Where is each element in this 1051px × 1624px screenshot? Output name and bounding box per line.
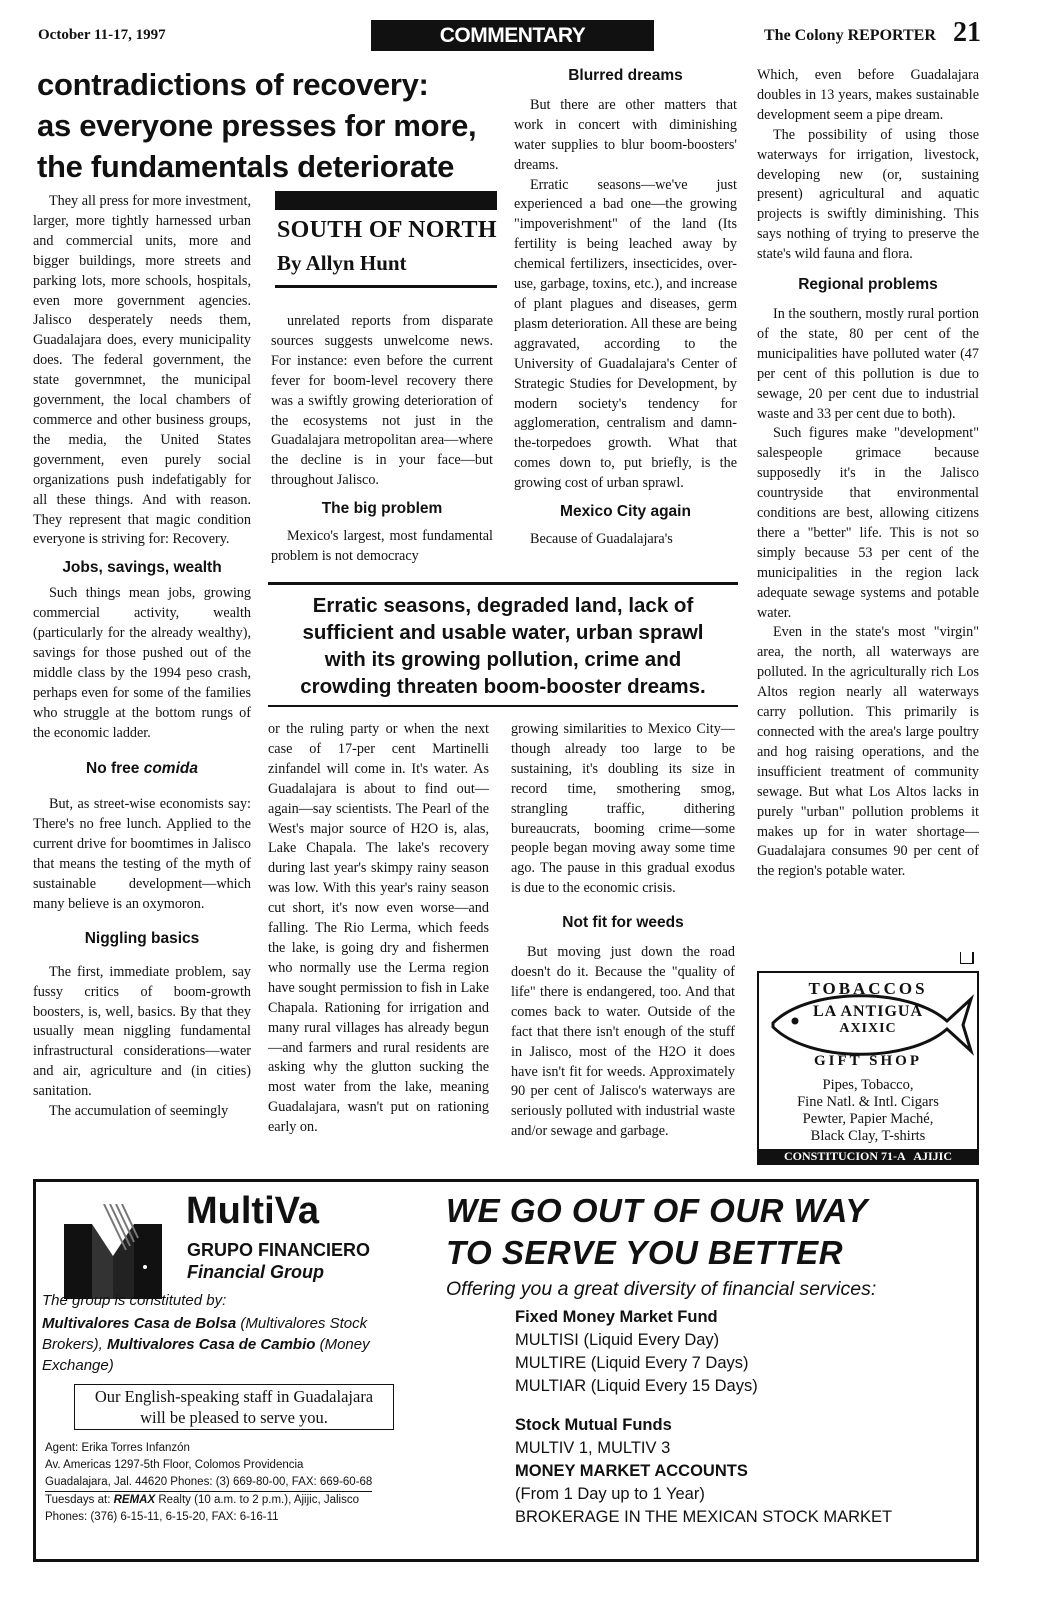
- paragraph: The possibility of using those waterways for irrigation, livestock, developing new (or, sustaining present) agricultural and aquatic projects is swiftly diminishing. This says nothing of trying to preserve the state's wild fauna and flora.: [757, 126, 979, 263]
- byline-bottom-rule: [275, 285, 497, 288]
- issue-date: October 11-17, 1997: [38, 27, 166, 43]
- pullquote-line: crowding threaten boom-booster dreams.: [300, 675, 706, 698]
- member-translation: (Multivalores Stock Brokers),: [42, 1315, 368, 1353]
- end-mark-icon: [960, 952, 974, 964]
- paragraph: In the southern, mostly rural portion of the state, 80 per cent of the municipalities have polluted water (47 per cent of this pollution is due to sewage, 20 per cent due to industrial waste and 33 per cent due to both).: [757, 305, 979, 422]
- paragraph: They all press for more investment, larger, more tightly harnessed urban and commercial units, more and bigger buildings, more streets and parking lots, more schools, hospitals, even more government agencies. Jalisco desperately needs them, Guadalajara does, every municipality does. The federal government, the state governmnet, the municipal government, the local chambers of commerce and other business groups, the media, the United States government, even purely social organizations push indefatigably for all these things. And with reason. They represent that magic condition everyone is striving for: Recovery.: [33, 193, 251, 548]
- member-translation: (Money Exchange): [42, 1336, 370, 1374]
- slogan: [446, 1190, 868, 1274]
- services-list: [515, 1306, 892, 1529]
- multiva-subtitle: GRUPO FINANCIERO: [187, 1240, 371, 1260]
- pullquote: [268, 592, 738, 700]
- page-number: 21: [953, 17, 981, 48]
- byline-top-bar: [275, 191, 497, 210]
- service-item: MULTIAR (Liquid Every 15 Days): [515, 1377, 758, 1395]
- paper-name: The Colony REPORTER: [764, 27, 936, 44]
- subhead: Niggling basics: [84, 929, 200, 947]
- shop-gift-text: GIFT SHOP: [814, 1053, 922, 1069]
- subhead: Mexico City again: [560, 503, 691, 521]
- service-item: (From 1 Day up to 1 Year): [515, 1485, 705, 1503]
- multiva-logo-icon: [64, 1204, 164, 1299]
- agent-line: Av. Americas 1297-5th Floor, Colomos Providencia: [45, 1459, 304, 1471]
- group-intro: The group is constituted by:: [42, 1292, 227, 1309]
- agent-line: Guadalajara, Jal. 44620 Phones: (3) 669-80-00, FAX: 669-60-68: [45, 1474, 372, 1492]
- article-column-2-top: [271, 312, 493, 567]
- agent-text: Realty (10 a.m. to 2 p.m.), Ajijic, Jalisco: [155, 1494, 360, 1506]
- agent-info: [45, 1440, 445, 1526]
- member-name: Multivalores Casa de Bolsa: [42, 1315, 237, 1332]
- pullquote-line: sufficient and usable water, urban sprawl: [302, 621, 704, 644]
- multiva-subtitle-en: Financial Group: [187, 1262, 325, 1282]
- headline: [37, 64, 507, 187]
- shop-arc-text: TOBACCOS: [808, 979, 928, 998]
- paragraph: Such figures make "development" salespeople grimace because supposedly it's in the Jalisco countryside that environmental conditions are best, allowing citizens there a "better" life. This is not so simply because 53 per cent of the municipalities in the region lack adequate sewage systems and potable water.: [757, 425, 979, 621]
- section-banner: COMMENTARY: [371, 20, 654, 51]
- group-members: [42, 1313, 412, 1376]
- agent-line: Phones: (376) 6-15-11, 6-15-20, FAX: 6-16-11: [45, 1511, 279, 1523]
- subhead-text: No free: [86, 760, 144, 778]
- paragraph: Erratic seasons—we've just experienced a bad one—the growing "impoverishment" of the land (Its fertility is being leached away by chemical fertilizers, insecticides, over-use, garbage, toxins, etc.), and increase of plant plagues and diseases, germ plasm deterioration. All these are being aggravated, according to the University of Guadalajara's Center of Strategic Studies for Development, by modern society's tendency for agglomeration, centralism and damn-the-torpedoes growth. What that comes down to, put briefly, is the growing cost of urban sprawl.: [514, 176, 737, 492]
- multiva-ad: [33, 1179, 979, 1562]
- staff-line: will be pleased to serve you.: [140, 1408, 328, 1427]
- subhead-italic: comida: [143, 760, 198, 778]
- shop-ad: [757, 971, 979, 1165]
- paragraph: Even in the state's most "virgin" area, the north, all waterways are polluted. In the agriculturally rich Los Altos region nearly all waterways carry pollution. This primarily is connected with the area's large poultry and hog raising operations, and the insufficient treatment of community sewage. But what Los Altos lacks in purely "urban" pollution problems it makes up for in water shortage—Guadalajara consumes 90 per cent of the region's potable water.: [757, 624, 979, 880]
- service-item: MULTIV 1, MULTIV 3: [515, 1439, 671, 1457]
- shop-product-line: Pewter, Papier Maché,: [802, 1111, 934, 1127]
- agent-text: Tuesdays at:: [45, 1494, 114, 1506]
- article-column-4: [757, 66, 979, 882]
- subhead: Regional problems: [798, 276, 938, 294]
- paragraph: But there are other matters that work in concert with diminishing water supplies to blur boom-boosters' dreams.: [514, 96, 737, 173]
- paragraph: But, as street-wise economists say: There's no free lunch. Applied to the current drive for boomtimes in Jalisco that means the testing of the myth of sustainable development—which many believe is an oxymoron.: [33, 796, 251, 912]
- service-heading: Stock Mutual Funds: [515, 1416, 672, 1434]
- slogan-line: WE GO OUT OF OUR WAY: [446, 1192, 868, 1229]
- shop-product-line: Pipes, Tobacco,: [822, 1077, 914, 1093]
- paragraph: But moving just down the road doesn't do it. Because the "quality of life" there is endangered, too. And that comes back to water. Outside of the fact that there isn't enough of the stuff in Jalisco, most of the H2O it does have isn't fit for weeds. Approximately 90 per cent of Jalisco's waterways are seriously polluted with industrial waste and/or sewage and garbage.: [511, 944, 735, 1140]
- staff-line: Our English-speaking staff in Guadalajara: [94, 1387, 374, 1406]
- member-name: Multivalores Casa de Cambio: [107, 1336, 316, 1353]
- service-item: MULTIRE (Liquid Every 7 Days): [515, 1354, 749, 1372]
- column-name: SOUTH OF NORTH: [277, 217, 497, 243]
- subhead: Blurred dreams: [568, 67, 683, 84]
- article-column-1: [33, 192, 251, 1122]
- headline-line: the fundamentals deteriorate: [37, 149, 455, 184]
- subhead: Jobs, savings, wealth: [62, 559, 222, 577]
- shop-product-line: Black Clay, T-shirts: [810, 1128, 926, 1144]
- staff-box: [74, 1384, 394, 1430]
- paragraph: Such things mean jobs, growing commercial activity, wealth (particularly for the already wealthy), savings for those pushed out of the middle class by the 1994 peso crash, perhaps even for some of the families who struggle at the bottom rungs of the economic ladder.: [33, 585, 251, 741]
- pullquote-line: with its growing pollution, crime and: [324, 648, 682, 671]
- shop-product-line: Fine Natl. & Intl. Cigars: [797, 1094, 939, 1110]
- pullquote-top-rule: [268, 582, 738, 585]
- pullquote-line: Erratic seasons, degraded land, lack of: [312, 594, 694, 617]
- shop-address: CONSTITUCION 71-A AJIJIC: [759, 1149, 977, 1163]
- headline-line: contradictions of recovery:: [37, 67, 429, 102]
- multiva-brand: MultiVa: [186, 1190, 320, 1232]
- article-column-3-top: [514, 66, 737, 550]
- paragraph: The accumulation of seemingly: [49, 1103, 229, 1120]
- subhead: [33, 759, 251, 779]
- agent-line: Agent: Erika Torres Infanzón: [45, 1442, 190, 1454]
- paragraph: or the ruling party or when the next case of 17-per cent Martinelli zinfandel will come in. It's water. As Guadalajara is about to find out—again—say scientists. The Pearl of the West's major source of H2O is, alas, Lake Chapala. The lake's recovery during last year's skimpy rainy season was low. With this year's rainy season cut short, it's now even worse—and falling. The Rio Lerma, which feeds the lake, is going dry and fishermen who normally use the Lerma region have sought permission to fish in Lake Chapala. Rationing for irrigation and many rural villages has already begun—and farmers and rural residents are asking why the glutton sucking the most water from the lake, meaning Guadalajara, wasn't put on rationing early on.: [268, 721, 489, 1136]
- service-item: BROKERAGE IN THE MEXICAN STOCK MARKET: [515, 1508, 893, 1526]
- service-heading: MONEY MARKET ACCOUNTS: [515, 1462, 748, 1480]
- offer-line: Offering you a great diversity of financial services:: [446, 1278, 877, 1300]
- shop-name: LA ANTIGUA: [812, 1003, 924, 1020]
- service-item: MULTISI (Liquid Every Day): [515, 1331, 720, 1349]
- agent-line: [45, 1492, 445, 1509]
- slogan-line: TO SERVE YOU BETTER: [446, 1234, 844, 1271]
- paragraph: The first, immediate problem, say fussy critics of boom-growth boosters, is, well, basics. By that they usually mean niggling fundamental infrastructural considerations—water and air, agriculture and (in cities) sanitation.: [33, 963, 251, 1100]
- headline-line: as everyone presses for more,: [37, 108, 477, 143]
- agent-remax: REMAX: [113, 1494, 156, 1506]
- paragraph: growing similarities to Mexico City—though already too large to be sustaining, it's doubling its size in record time, smothering smog, strangling traffic, dithering bureaucrats, booming crime—some people began moving away some time ago. The pause in this gradual exodus is due to the economic crisis.: [511, 721, 735, 897]
- shop-name-town: AXIXIC: [839, 1021, 897, 1036]
- paragraph: unrelated reports from disparate sources suggests unwelcome news. For instance: even before the current fever for boom-level recovery there was a swiftly growing deterioration of the ecosystems not just in the Guadalajara metropolitan area—where the decline is in your face—but throughout Jalisco.: [271, 313, 493, 489]
- subhead: The big problem: [321, 500, 443, 518]
- shop-products: [759, 1077, 977, 1145]
- paragraph: Which, even before Guadalajara doubles in 13 years, makes sustainable development seem a pipe dream.: [757, 67, 979, 123]
- paragraph: Because of Guadalajara's: [530, 530, 673, 547]
- article-column-3-bottom: [511, 720, 735, 1142]
- paragraph: Mexico's largest, most fundamental problem is not democracy: [271, 528, 493, 564]
- service-heading: Fixed Money Market Fund: [515, 1308, 718, 1326]
- article-column-2-bottom: [268, 720, 489, 1138]
- subhead: Not fit for weeds: [562, 914, 684, 932]
- pullquote-bottom-rule: [268, 705, 738, 707]
- byline-author: By Allyn Hunt: [277, 251, 407, 275]
